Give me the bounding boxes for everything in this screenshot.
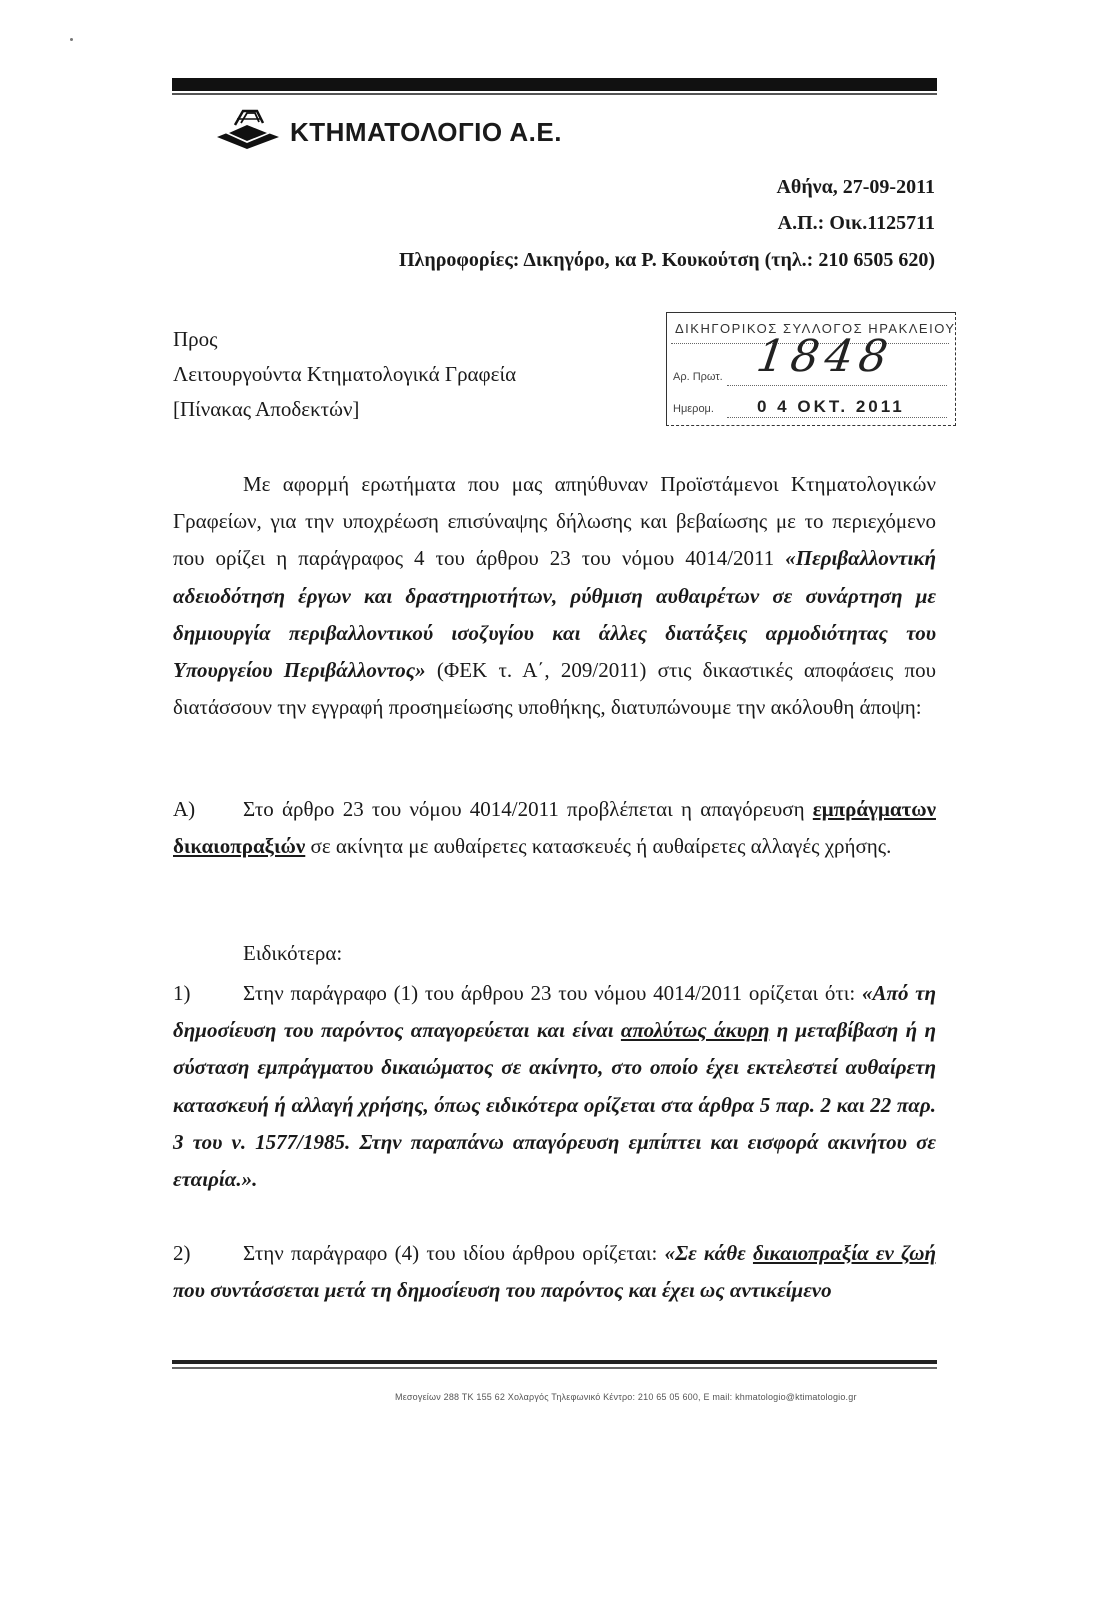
bar-association-stamp xyxy=(666,312,956,426)
point-2-quote-underlined: δικαιοπραξία εν ζωή xyxy=(752,1241,936,1265)
reference-number: Α.Π.: Οικ.1125711 xyxy=(777,212,935,234)
stamp-protocol-label: Αρ. Πρωτ. xyxy=(673,371,723,383)
section-a-text-start: Στο άρθρο 23 του νόμου 4014/2011 προβλέπεται η απαγόρευση xyxy=(243,797,813,821)
specifically-heading: Ειδικότερα: xyxy=(243,941,343,965)
point-1-label: 1) xyxy=(173,981,191,1005)
header-rule-thick xyxy=(172,78,937,91)
section-a-underlined: εμπράγματων δικαιοπραξιών xyxy=(173,797,936,859)
intro-paragraph xyxy=(173,466,936,726)
point-1 xyxy=(173,975,936,1198)
law-title: «Περιβαλλοντική αδειοδότηση έργων και δραστηριοτήτων, ρύθμιση αυθαιρέτων σε συνάρτηση με δημιουργία περιβαλλοντικού ισοζυγίου και άλλες διατάξεις αρμοδιότητας του Υπουργείου Περιβάλλοντος» xyxy=(173,546,936,683)
point-2-label: 2) xyxy=(173,1241,191,1265)
footer-rule-thin xyxy=(172,1367,937,1369)
point-2-text: Στην παράγραφο (4) του ιδίου άρθρου ορίζεται: xyxy=(243,1241,665,1265)
stamp-date-value: 0 4 ΟΚΤ. 2011 xyxy=(757,397,905,416)
intro-text-start: Με αφορμή ερωτήματα που μας απηύθυναν Προϊστάμενοι Κτηματολογικών Γραφείων, για την υποχρέωση επισύναψης δήλωσης και βεβαίωσης με το περιεχόμενο που ορίζει η παράγραφος 4 του άρθρου 23 του νόμου 4014/2011 xyxy=(173,472,936,571)
company-name: ΚΤΗΜΑΤΟΛΟΓΙΟ Α.Ε. xyxy=(290,117,562,147)
recipient-to: Προς xyxy=(173,327,218,351)
cadastre-logo-icon xyxy=(213,103,283,155)
recipient-name: Λειτουργούντα Κτηματολογικά Γραφεία xyxy=(173,362,517,386)
point-1-quote-underlined: απολύτως άκυρη xyxy=(620,1018,770,1043)
letter-date: Αθήνα, 27-09-2011 xyxy=(776,176,935,198)
point-1-quote-end: η μεταβίβαση ή η σύσταση εμπράγματου δικαιώματος σε ακίνητο, στο οποίο έχει εκτελεστεί αυθαίρετη κατασκευή ή αλλαγή χρήσης, όπως ειδικότερα ορίζεται στα άρθρα 5 παρ. 2 και 22 παρ. 3 του ν. 1577/1985. Στην παραπάνω απαγόρευση εμπίπτει και εισφορά ακινήτου σε εταιρία.». xyxy=(173,1018,936,1192)
scan-speck xyxy=(70,38,73,41)
section-a-text-end: σε ακίνητα με αυθαίρετες κατασκευές ή αυθαίρετες αλλαγές χρήσης. xyxy=(305,834,892,859)
stamp-date-line xyxy=(727,417,947,418)
point-2-quote-end: που συντάσσεται μετά τη δημοσίευση του παρόντος και έχει ως αντικείμενο xyxy=(173,1278,832,1303)
point-1-text: Στην παράγραφο (1) του άρθρου 23 του νόμου 4014/2011 ορίζεται ότι: xyxy=(243,981,862,1005)
stamp-protocol-number: 1848 xyxy=(753,331,897,382)
header-rule-thin xyxy=(172,93,937,95)
point-2-quote-start: «Σε κάθε xyxy=(664,1241,753,1265)
footer-address: Μεσογείων 288 ΤΚ 155 62 Χολαργός Τηλεφωνικό Κέντρο: 210 65 05 600, E mail: khmatologio@ktimatologio.gr xyxy=(395,1392,857,1402)
intro-text-end: (ΦΕΚ τ. Α΄, 209/2011) στις δικαστικές αποφάσεις που διατάσσουν την εγγραφή προσημείωσης υποθήκης, διατυπώνουμε την ακόλουθη άποψη: xyxy=(173,658,937,720)
stamp-title: ΔΙΚΗΓΟΡΙΚΟΣ ΣΥΛΛΟΓΟΣ ΗΡΑΚΛΕΙΟΥ xyxy=(675,321,956,336)
stamp-date-label: Ημερομ. xyxy=(673,403,714,415)
footer-rule-thick xyxy=(172,1360,937,1364)
contact-info: Πληροφορίες: Δικηγόρο, κα Ρ. Κουκούτση (τηλ.: 210 6505 620) xyxy=(398,249,935,271)
section-a-label: Α) xyxy=(173,797,196,821)
stamp-protocol-line xyxy=(727,385,947,386)
point-1-quote-start: «Από τη δημοσίευση του παρόντος απαγορεύεται και είναι xyxy=(173,981,936,1043)
recipient-list: [Πίνακας Αποδεκτών] xyxy=(173,397,360,421)
section-a xyxy=(173,791,936,865)
point-2 xyxy=(173,1235,936,1309)
